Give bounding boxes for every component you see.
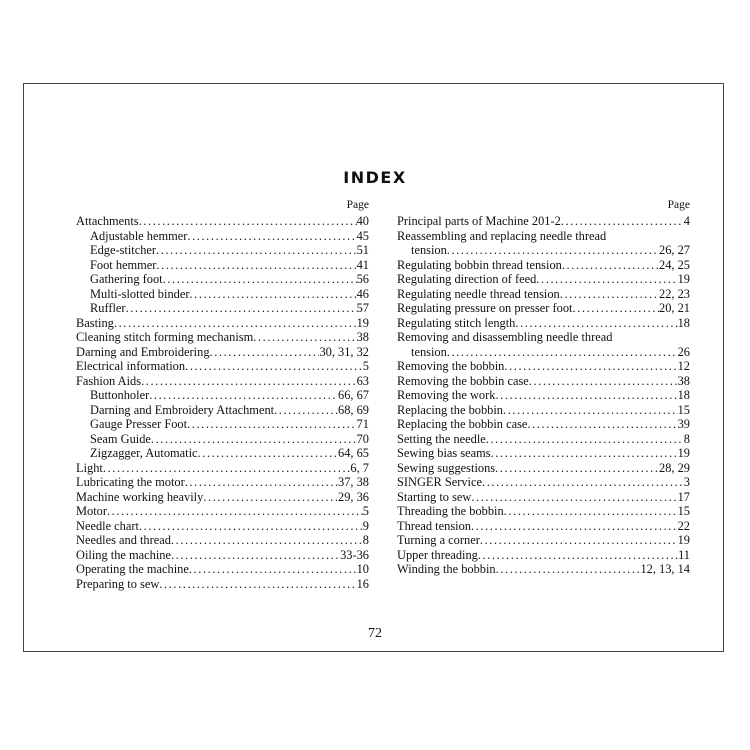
index-entry-page: 22 (677, 518, 690, 533)
index-entry-page: 3 (683, 475, 690, 489)
dot-leader (210, 345, 320, 360)
right-entry-list (397, 214, 690, 577)
index-entry-label: Light (76, 460, 103, 475)
dot-leader (149, 388, 338, 403)
index-entry-page: 10 (356, 562, 369, 576)
dot-leader (203, 490, 338, 505)
index-entry-page: 18 (677, 388, 690, 402)
index-entry-label: Removing the bobbin (397, 359, 505, 373)
index-entry (397, 403, 690, 418)
index-entry-page: 30, 31, 32 (319, 344, 369, 359)
index-entry-page: 12 (677, 359, 690, 373)
dot-leader (107, 504, 363, 519)
dot-leader (486, 432, 684, 447)
index-entry (397, 374, 690, 389)
index-entry-page: 19 (677, 446, 690, 460)
index-entry (397, 388, 690, 403)
index-entry-page: 45 (356, 228, 369, 243)
dot-leader (504, 504, 678, 519)
index-entry-page: 19 (356, 315, 369, 330)
index-entry (76, 446, 369, 461)
index-entry-page: 29, 36 (338, 489, 369, 504)
index-entry-label: Basting (76, 315, 114, 330)
index-entry-label: Upper threading (397, 547, 478, 562)
index-entry (397, 490, 690, 505)
index-entry-page: 63 (356, 373, 369, 388)
index-entry-label: Lubricating the motor (76, 475, 185, 489)
index-entry-page: 5 (362, 359, 369, 373)
dot-leader (478, 548, 678, 563)
index-entry-page: 37, 38 (338, 475, 369, 489)
index-entry-label: Replacing the bobbin (397, 402, 503, 417)
index-entry-label: Regulating direction of feed (397, 272, 537, 286)
index-entry-label: Removing and disassembling needle thread (397, 330, 613, 344)
index-entry (397, 461, 690, 476)
dot-leader (159, 577, 356, 592)
index-entry (76, 287, 369, 302)
index-entry-label: Attachments (76, 214, 139, 228)
dot-leader (163, 272, 357, 287)
index-entry (397, 519, 690, 534)
index-entry-label: Foot hemmer (90, 257, 157, 272)
dot-leader (187, 229, 356, 244)
dot-leader (447, 345, 678, 360)
dot-leader (495, 461, 659, 476)
dot-leader (491, 446, 678, 461)
dot-leader (171, 548, 340, 563)
index-entry (397, 475, 690, 490)
index-entry-label: Regulating pressure on presser foot (397, 301, 573, 315)
dot-leader (171, 533, 363, 548)
index-column-right (397, 197, 690, 577)
index-entry (397, 533, 690, 548)
index-entry-label: Preparing to sew (76, 576, 160, 591)
index-entry (76, 519, 369, 534)
index-entry-label: Cleaning stitch forming mechanism (76, 330, 254, 344)
dot-leader (189, 287, 356, 302)
index-entry-label: Zigzagger, Automatic (90, 446, 198, 460)
index-entry-page: 70 (356, 431, 369, 446)
index-entry (76, 374, 369, 389)
index-column-left (76, 197, 369, 591)
dot-leader (274, 403, 338, 418)
index-entry-label: Regulating needle thread tension (397, 286, 560, 301)
index-entry-label: Operating the machine (76, 562, 189, 576)
dot-leader (527, 417, 677, 432)
index-entry-page: 20, 21 (659, 301, 690, 315)
index-entry-page: 4 (683, 214, 690, 228)
index-entry-label: Darning and Embroidering (76, 344, 210, 359)
index-entry (397, 301, 690, 316)
dot-leader (471, 519, 678, 534)
dot-leader (185, 475, 338, 490)
index-entry-page: 38 (677, 373, 690, 388)
index-entry-page: 15 (677, 402, 690, 417)
index-entry-page: 19 (677, 272, 690, 286)
index-entry-label: Starting to sew (397, 489, 472, 504)
index-entry-label: Oiling the machine (76, 547, 171, 562)
index-entry-page: 41 (356, 257, 369, 272)
dot-leader (156, 258, 356, 273)
index-entry-label: Gathering foot (90, 272, 163, 286)
index-entry-label: Needle chart (76, 518, 139, 533)
index-entry (76, 417, 369, 432)
dot-leader (562, 258, 659, 273)
index-entry (397, 330, 690, 345)
index-entry-label: tension (411, 344, 447, 359)
index-entry (397, 214, 690, 229)
index-entry (76, 229, 369, 244)
index-entry (76, 548, 369, 563)
index-entry-page: 40 (356, 214, 369, 228)
index-entry-page: 26, 27 (659, 243, 690, 257)
index-entry (76, 316, 369, 331)
index-entry (76, 214, 369, 229)
dot-leader (126, 301, 357, 316)
index-entry-page: 24, 25 (659, 257, 690, 272)
index-entry-label: Gauge Presser Foot (90, 417, 188, 431)
index-entry-label: Seam Guide (90, 431, 151, 446)
dot-leader (114, 316, 357, 331)
index-entry-label: Edge-stitcher (90, 243, 157, 257)
page-number: 72 (368, 626, 382, 641)
index-entry-label: Darning and Embroidery Attachment (90, 402, 275, 417)
index-entry (397, 345, 690, 360)
index-entry (76, 258, 369, 273)
index-entry-page: 57 (356, 301, 369, 315)
dot-leader (515, 316, 677, 331)
dot-leader (139, 214, 357, 229)
index-entry (397, 504, 690, 519)
index-entry (397, 359, 690, 374)
index-entry (397, 432, 690, 447)
index-entry-label: Thread tension (397, 518, 471, 533)
index-entry-label: Turning a corner (397, 533, 480, 547)
dot-leader (536, 272, 677, 287)
index-entry (76, 577, 369, 592)
index-entry (76, 562, 369, 577)
index-entry (397, 258, 690, 273)
dot-leader (189, 562, 357, 577)
dot-leader (471, 490, 677, 505)
index-entry (397, 446, 690, 461)
index-entry (397, 548, 690, 563)
dot-leader (482, 475, 684, 490)
index-entry (76, 533, 369, 548)
index-entry-page: 51 (356, 243, 369, 257)
index-entry-page: 16 (356, 576, 369, 591)
index-entry-label: Motor (76, 504, 107, 518)
index-entry-label: Winding the bobbin (397, 562, 496, 576)
dot-leader (561, 214, 684, 229)
dot-leader (495, 388, 677, 403)
index-entry (76, 461, 369, 476)
index-entry-label: Sewing suggestions (397, 460, 496, 475)
index-entry-label: SINGER Service (397, 475, 482, 489)
index-entry (76, 475, 369, 490)
index-entry-page: 71 (356, 417, 369, 431)
index-entry-page: 66, 67 (338, 388, 369, 402)
index-entry-label: Adjustable hemmer (90, 228, 188, 243)
index-entry-page: 38 (356, 330, 369, 344)
dot-leader (187, 417, 357, 432)
index-title: INDEX (343, 168, 407, 187)
index-entry (76, 301, 369, 316)
dot-leader (151, 432, 357, 447)
index-entry-page: 68, 69 (338, 402, 369, 417)
index-entry-label: Setting the needle (397, 431, 486, 446)
index-entry (397, 229, 690, 244)
dot-leader (560, 287, 659, 302)
index-entry-label: Electrical information (76, 359, 186, 373)
dot-leader (504, 359, 677, 374)
index-entry-label: Replacing the bobbin case (397, 417, 528, 431)
index-entry-page: 9 (362, 518, 369, 533)
index-entry-label: Removing the work (397, 388, 496, 402)
index-entry-label: tension (411, 243, 447, 257)
index-entry-page: 56 (356, 272, 369, 286)
index-entry-label: Principal parts of Machine 201-2 (397, 214, 561, 228)
index-entry-page: 39 (677, 417, 690, 431)
dot-leader (156, 243, 357, 258)
index-entry (76, 243, 369, 258)
index-entry-page: 46 (356, 286, 369, 301)
index-entry-label: Ruffler (90, 301, 126, 315)
index-entry (76, 345, 369, 360)
index-entry-page: 64, 65 (338, 446, 369, 460)
index-entry-page: 5 (362, 504, 369, 518)
index-entry (397, 316, 690, 331)
index-entry-label: Removing the bobbin case (397, 373, 529, 388)
index-entry-page: 11 (678, 547, 690, 562)
page-column-heading: Page (667, 199, 690, 211)
index-entry-page: 33-36 (340, 547, 369, 562)
index-entry-label: Fashion Aids (76, 373, 142, 388)
index-entry (76, 504, 369, 519)
dot-leader (447, 243, 659, 258)
index-entry-page: 15 (677, 504, 690, 518)
index-entry-page: 6, 7 (350, 460, 369, 475)
dot-leader (198, 446, 338, 461)
index-entry (76, 490, 369, 505)
index-entry (76, 359, 369, 374)
dot-leader (253, 330, 356, 345)
index-entry-label: Multi-slotted binder (90, 286, 190, 301)
dot-leader (139, 519, 363, 534)
index-entry (397, 272, 690, 287)
index-entry-page: 17 (677, 489, 690, 504)
dot-leader (529, 374, 678, 389)
dot-leader (185, 359, 363, 374)
index-entry (397, 287, 690, 302)
left-entry-list (76, 214, 369, 591)
index-entry (76, 403, 369, 418)
index-entry (397, 243, 690, 258)
dot-leader (141, 374, 357, 389)
index-entry-label: Sewing bias seams (397, 446, 491, 460)
index-entry-label: Machine working heavily (76, 489, 204, 504)
dot-leader (103, 461, 351, 476)
dot-leader (573, 301, 660, 316)
index-entry-label: Threading the bobbin (397, 504, 504, 518)
dot-leader (503, 403, 678, 418)
dot-leader (480, 533, 678, 548)
index-entry-page: 8 (683, 431, 690, 446)
index-entry-page: 28, 29 (659, 460, 690, 475)
index-entry-page: 18 (677, 315, 690, 330)
index-entry-label: Regulating bobbin thread tension (397, 257, 562, 272)
index-entry (76, 272, 369, 287)
index-entry-label: Reassembling and replacing needle thread (397, 228, 607, 243)
index-entry (76, 388, 369, 403)
index-entry (76, 432, 369, 447)
index-entry-label: Regulating stitch length (397, 315, 516, 330)
index-entry-page: 19 (677, 533, 690, 547)
index-entry-page: 12, 13, 14 (640, 562, 690, 576)
index-entry-page: 22, 23 (659, 286, 690, 301)
index-entry (397, 417, 690, 432)
index-entry (76, 330, 369, 345)
index-entry (397, 562, 690, 577)
index-entry-page: 26 (677, 344, 690, 359)
page-column-heading: Page (346, 199, 369, 211)
dot-leader (496, 562, 641, 577)
index-entry-label: Needles and thread (76, 533, 171, 547)
index-entry-page: 8 (362, 533, 369, 547)
index-entry-label: Buttonholer (90, 388, 150, 402)
